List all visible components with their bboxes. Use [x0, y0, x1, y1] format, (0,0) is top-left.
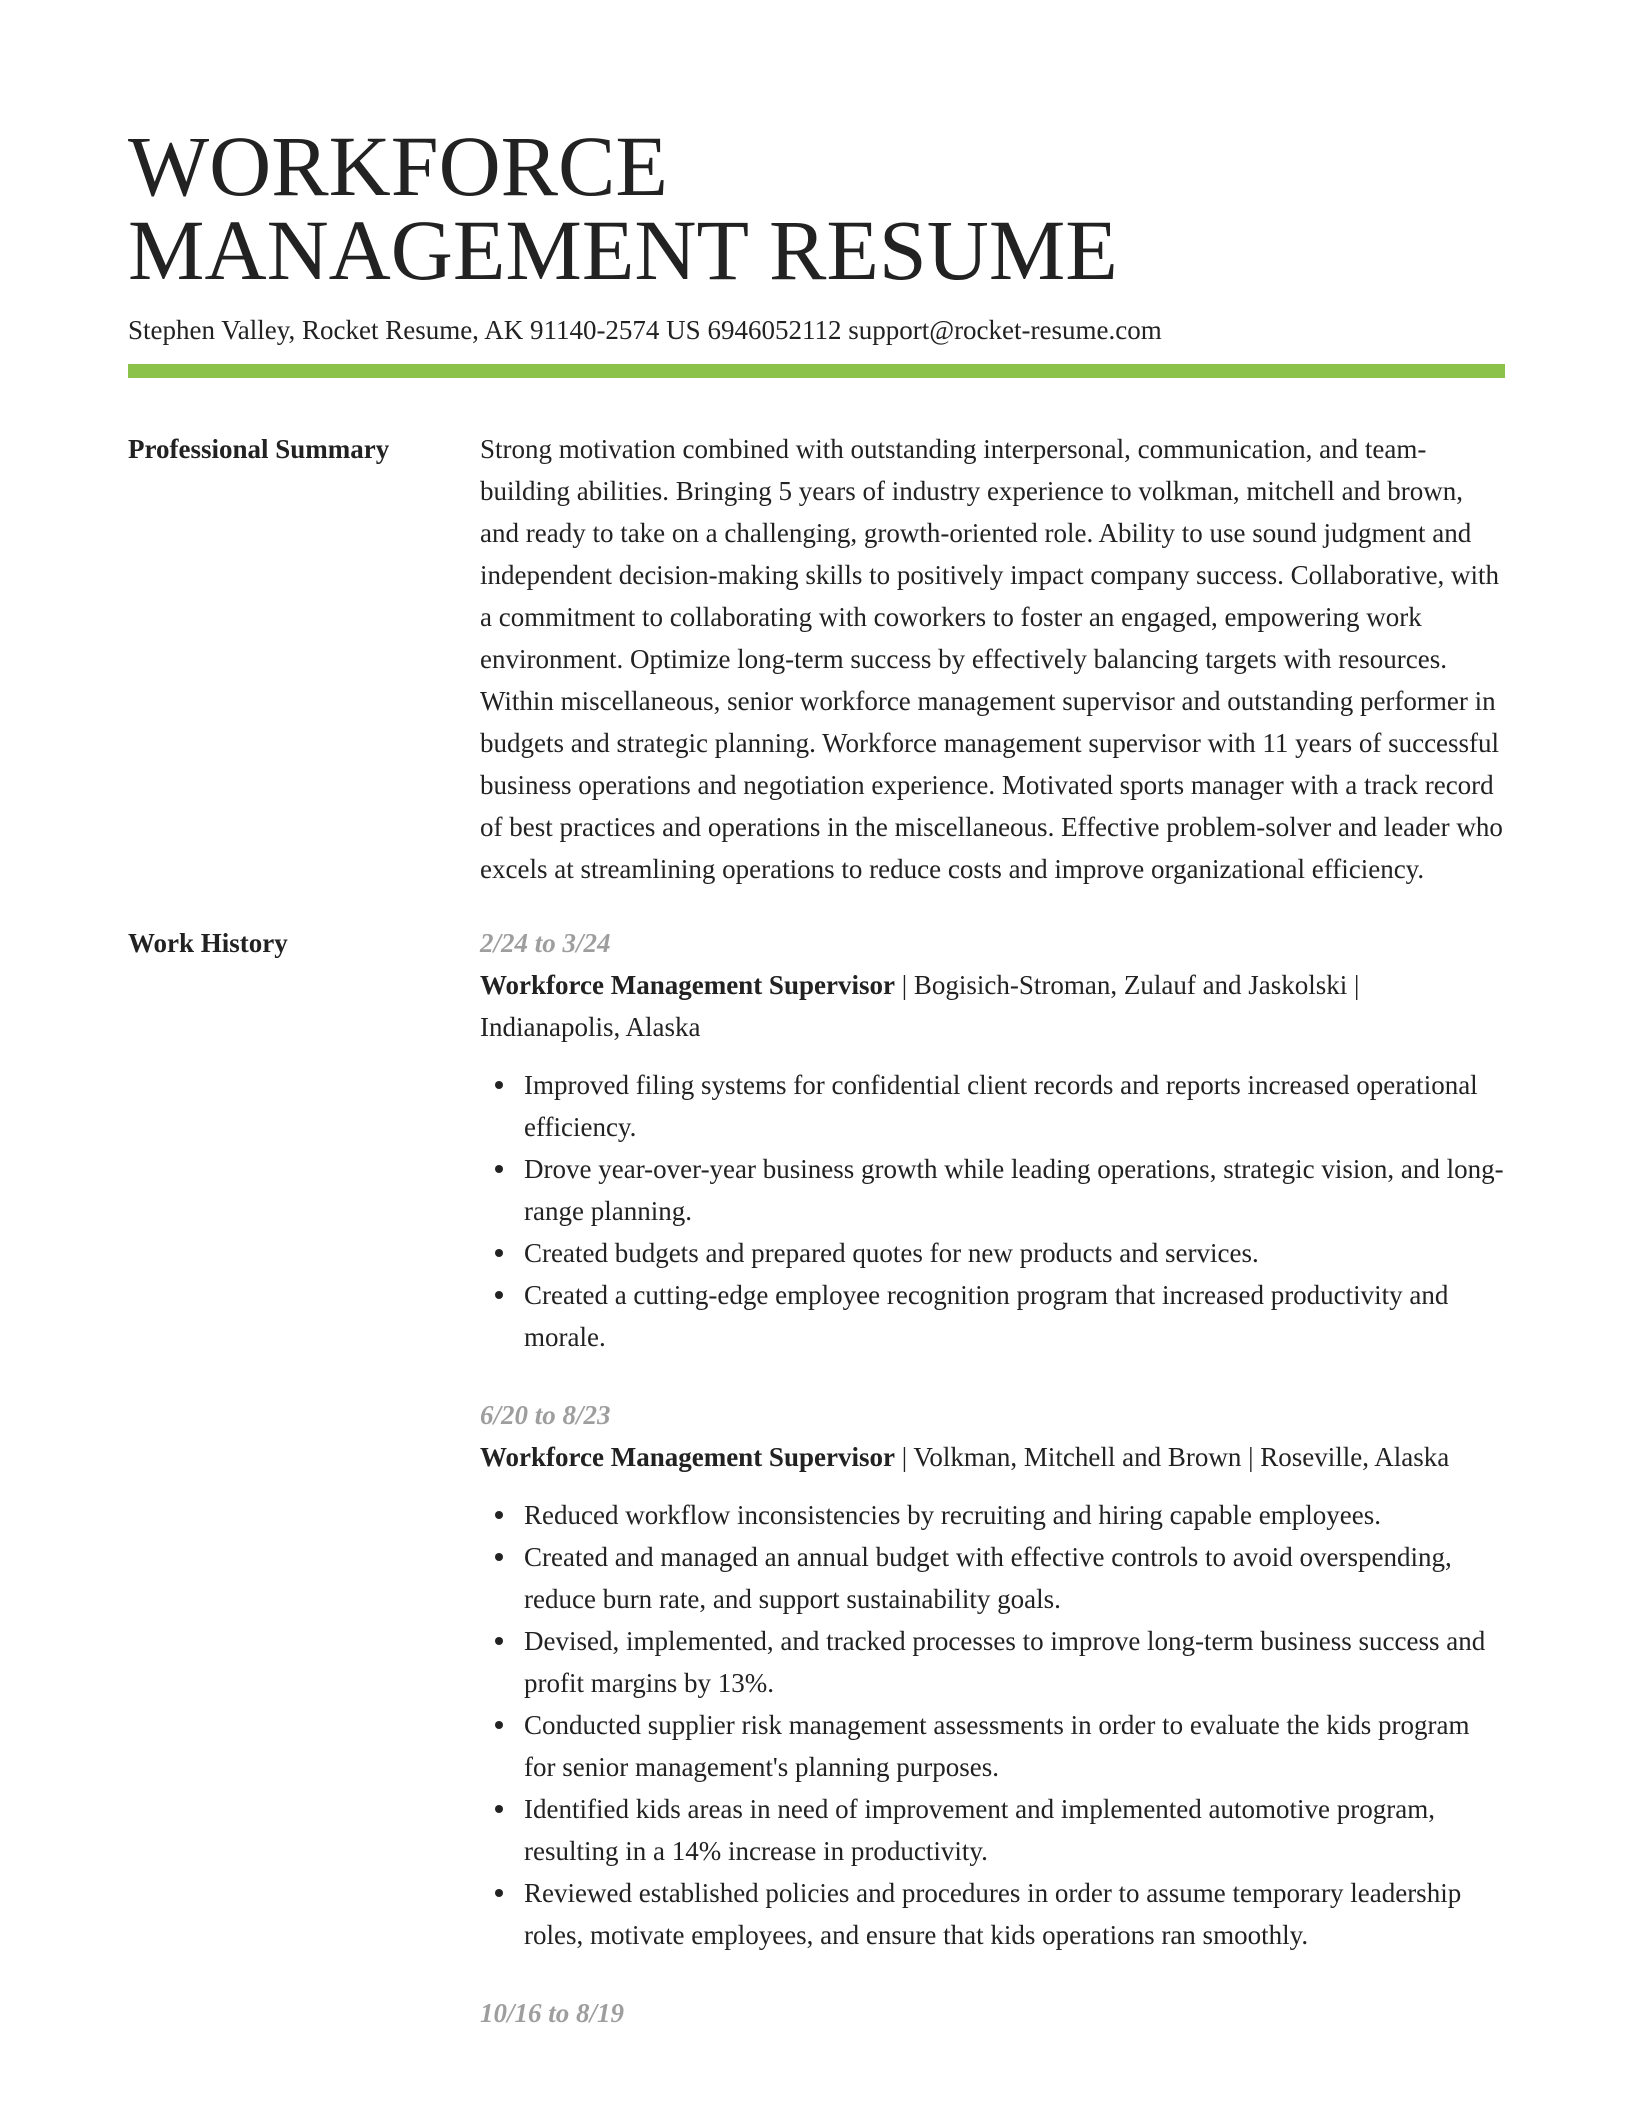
job-bullet: Drove year-over-year business growth while leading operations, strategic vision, and long-range planning. — [480, 1148, 1505, 1232]
accent-divider — [128, 364, 1505, 378]
job-title: Workforce Management Supervisor — [480, 970, 895, 1000]
professional-summary-section — [128, 428, 1505, 890]
job-entry — [480, 922, 1505, 1358]
job-details: | Volkman, Mitchell and Brown | Roseville, Alaska — [894, 1442, 1450, 1472]
job-bullet: Created budgets and prepared quotes for new products and services. — [480, 1232, 1505, 1274]
job-bullet: Reviewed established policies and procedures in order to assume temporary leadership roles, motivate employees, and ensure that kids operations ran smoothly. — [480, 1872, 1505, 1956]
contact-line — [128, 312, 1505, 348]
job-bullet: Reduced workflow inconsistencies by recruiting and hiring capable employees. — [480, 1494, 1505, 1536]
section-heading: Work History — [128, 928, 288, 958]
job-dates: 2/24 to 3/24 — [480, 928, 611, 958]
title-line: WORKFORCE — [128, 118, 668, 214]
job-bullet: Improved filing systems for confidential client records and reports increased operational efficiency. — [480, 1064, 1505, 1148]
job-dates: 6/20 to 8/23 — [480, 1400, 611, 1430]
contact-phone: 6946052112 — [707, 315, 842, 345]
job-bullets — [480, 1064, 1505, 1358]
job-entry — [480, 1992, 1505, 2034]
job-heading — [480, 964, 1505, 1048]
job-entry — [480, 1394, 1505, 1956]
resume-page — [128, 118, 1505, 2070]
job-title: Workforce Management Supervisor — [480, 1442, 895, 1472]
job-details: | Bogisich-Stroman, Zulauf and Jaskolski | Indianapolis, Alaska — [480, 970, 1360, 1042]
job-bullet: Created and managed an annual budget with effective controls to avoid overspending, reduce burn rate, and support sustainability goals. — [480, 1536, 1505, 1620]
contact-address: Stephen Valley, Rocket Resume, AK 91140-2574 US — [128, 315, 701, 345]
title-line: MANAGEMENT RESUME — [128, 202, 1118, 298]
job-bullet: Created a cutting-edge employee recognition program that increased productivity and morale. — [480, 1274, 1505, 1358]
job-heading — [480, 1436, 1505, 1478]
job-bullet: Devised, implemented, and tracked processes to improve long-term business success and profit margins by 13%. — [480, 1620, 1505, 1704]
work-history-section — [128, 922, 1505, 2070]
job-bullets — [480, 1494, 1505, 1956]
summary-text: Strong motivation combined with outstanding interpersonal, communication, and team-building abilities. Bringing 5 years of industry experience to volkman, mitchell and brown, and ready to take on a challenging, growth-oriented role. Ability to use sound judgment and independent decision-making skills to positively impact company success. Collaborative, with a commitment to collaborating with coworkers to foster an engaged, empowering work environment. Optimize long-term success by effectively balancing targets with resources. Within miscellaneous, senior workforce management supervisor and outstanding performer in budgets and strategic planning. Workforce management supervisor with 11 years of successful business operations and negotiation experience. Motivated sports manager with a track record of best practices and operations in the miscellaneous. Effective problem-solver and leader who excels at streamlining operations to reduce costs and improve organizational efficiency. — [480, 434, 1503, 884]
contact-email: support@rocket-resume.com — [848, 315, 1162, 345]
job-dates: 10/16 to 8/19 — [480, 1998, 625, 2028]
resume-title — [128, 118, 1505, 298]
section-heading: Professional Summary — [128, 434, 390, 464]
job-list — [480, 922, 1505, 2070]
job-bullet: Conducted supplier risk management assessments in order to evaluate the kids program for senior management's planning purposes. — [480, 1704, 1505, 1788]
job-bullet: Identified kids areas in need of improvement and implemented automotive program, resulting in a 14% increase in productivity. — [480, 1788, 1505, 1872]
